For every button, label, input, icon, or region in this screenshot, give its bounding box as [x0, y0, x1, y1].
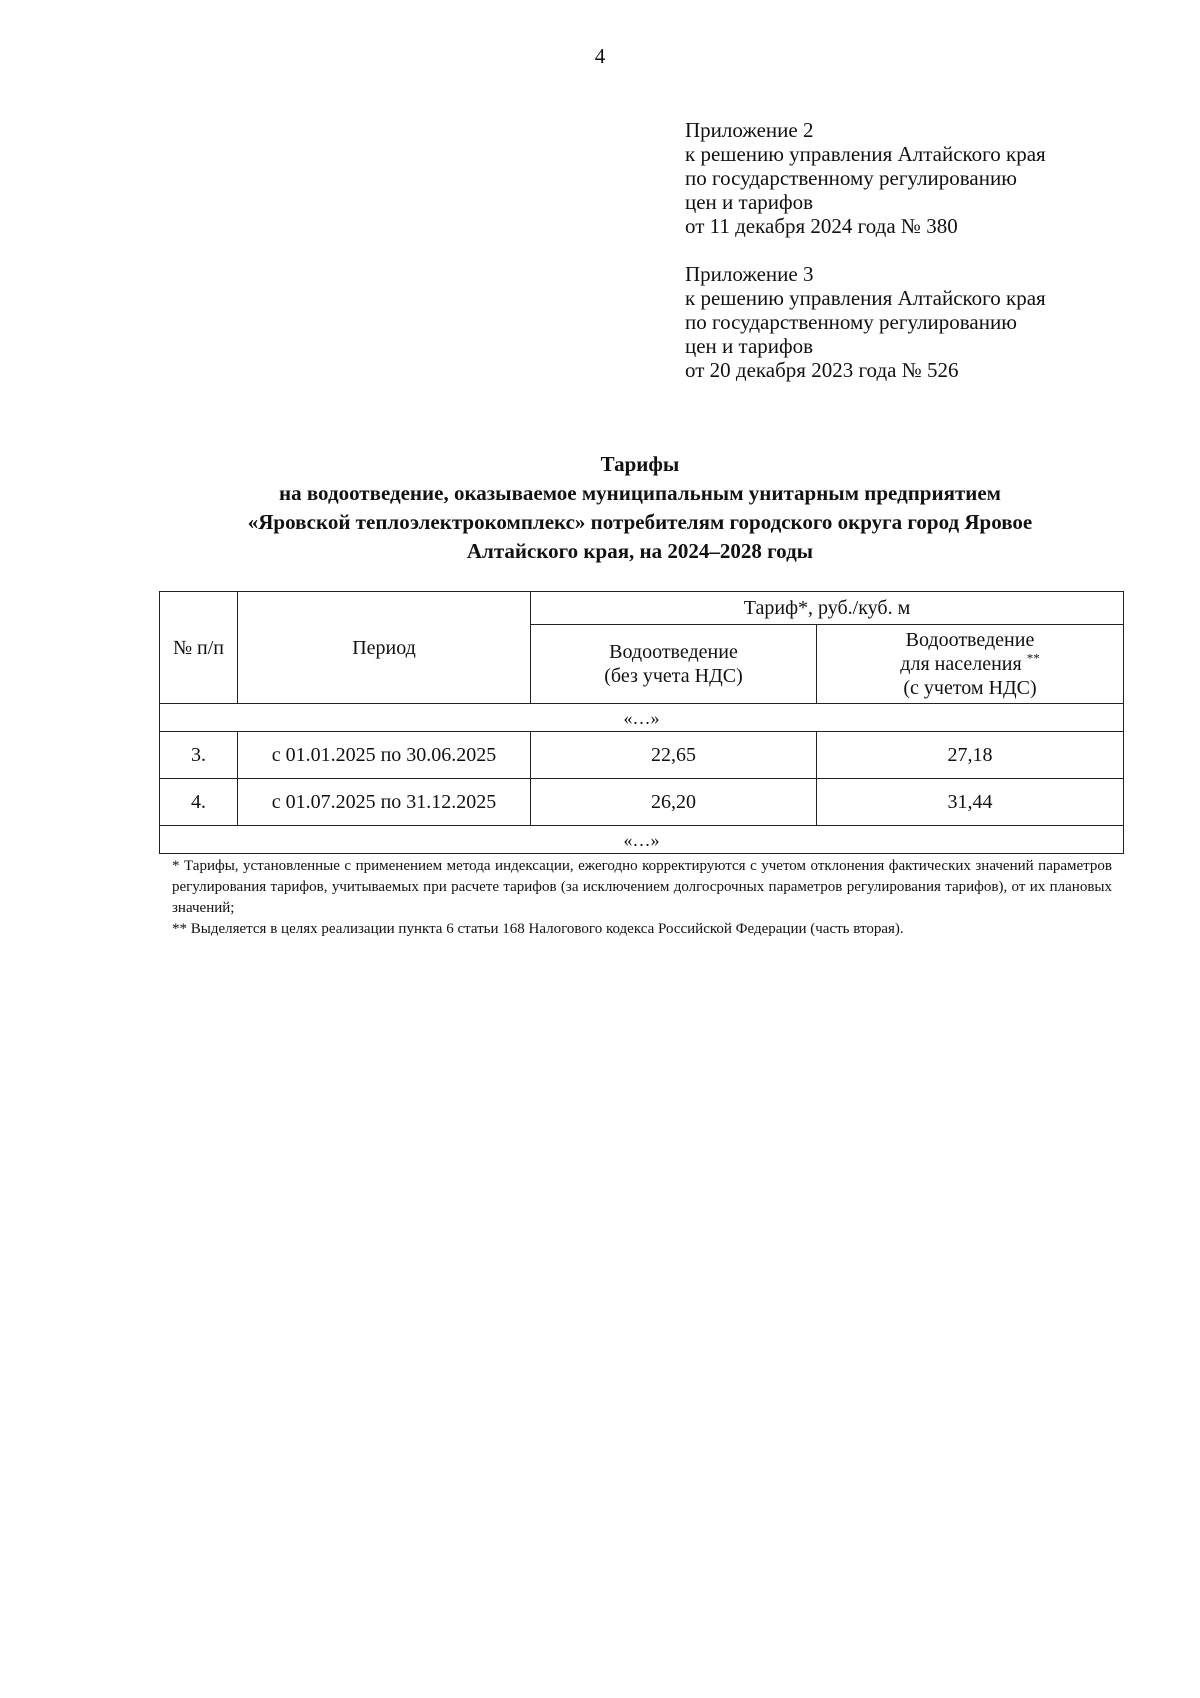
- header-col-b-line3: (с учетом НДС): [903, 677, 1037, 699]
- appendix-2-line5: от 11 декабря 2024 года № 380: [685, 214, 958, 238]
- appendix-2-line3: по государственному регулированию: [685, 166, 1017, 190]
- header-col-b-line1: Водоотведение: [905, 629, 1035, 651]
- footnote-2: ** Выделяется в целях реализации пункта 6 статьи 168 Налогового кодекса Российской Федерации (часть вторая).: [172, 921, 904, 937]
- document-title: [150, 450, 1130, 566]
- header-period: Период: [238, 592, 531, 704]
- title-line4: Алтайского края, на 2024–2028 годы: [466, 539, 814, 563]
- ellipsis-row: «…»: [160, 704, 1124, 732]
- title-line2: на водоотведение, оказываемое муниципальным унитарным предприятием: [279, 481, 1001, 505]
- row-period: с 01.01.2025 по 30.06.2025: [238, 732, 531, 779]
- row-with-vat: 31,44: [817, 779, 1124, 826]
- header-num: № п/п: [160, 592, 238, 704]
- row-num: 3.: [160, 732, 238, 779]
- row-without-vat: 26,20: [531, 779, 817, 826]
- header-col-with-vat: [817, 625, 1124, 704]
- header-col-without-vat: [531, 625, 817, 704]
- appendix-2-line4: цен и тарифов: [685, 190, 814, 214]
- footnote-1: * Тарифы, установленные с применением метода индексации, ежегодно корректируются с учетом отклонения фактических значений параметров регулирования тарифов, учитываемых при расчете тарифов (за исключением долгосрочных параметров регулирования тарифов), от их плановых значений;: [172, 858, 1112, 916]
- appendix-2-header: [685, 118, 1046, 238]
- tariff-table: [159, 591, 1124, 854]
- title-line3: «Яровской теплоэлектрокомплекс» потребителям городского округа город Яровое: [247, 510, 1033, 534]
- footnote-mark: **: [1026, 650, 1040, 666]
- header-col-a-line2: (без учета НДС): [604, 665, 743, 687]
- table-row: [160, 732, 1124, 779]
- footnotes: [172, 856, 1112, 940]
- header-col-b-line2-wrap: [817, 652, 1123, 676]
- appendix-3-line2: к решению управления Алтайского края: [685, 286, 1046, 310]
- appendix-3-header: [685, 262, 1046, 382]
- title-line1: Тарифы: [600, 452, 680, 476]
- row-num: 4.: [160, 779, 238, 826]
- appendix-3-line4: цен и тарифов: [685, 334, 814, 358]
- row-period: с 01.07.2025 по 31.12.2025: [238, 779, 531, 826]
- header-col-b-line2: для населения: [900, 653, 1022, 675]
- table-row: [160, 779, 1124, 826]
- appendix-3-line3: по государственному регулированию: [685, 310, 1017, 334]
- header-col-a-line1: Водоотведение: [609, 641, 738, 663]
- row-without-vat: 22,65: [531, 732, 817, 779]
- appendix-2-line2: к решению управления Алтайского края: [685, 142, 1046, 166]
- appendix-3-line1: Приложение 3: [685, 262, 814, 286]
- page-number: 4: [594, 44, 606, 68]
- appendix-3-line5: от 20 декабря 2023 года № 526: [685, 358, 959, 382]
- row-with-vat: 27,18: [817, 732, 1124, 779]
- header-tariff: Тариф*, руб./куб. м: [531, 592, 1124, 625]
- appendix-2-line1: Приложение 2: [685, 118, 814, 142]
- ellipsis-row: «…»: [160, 826, 1124, 854]
